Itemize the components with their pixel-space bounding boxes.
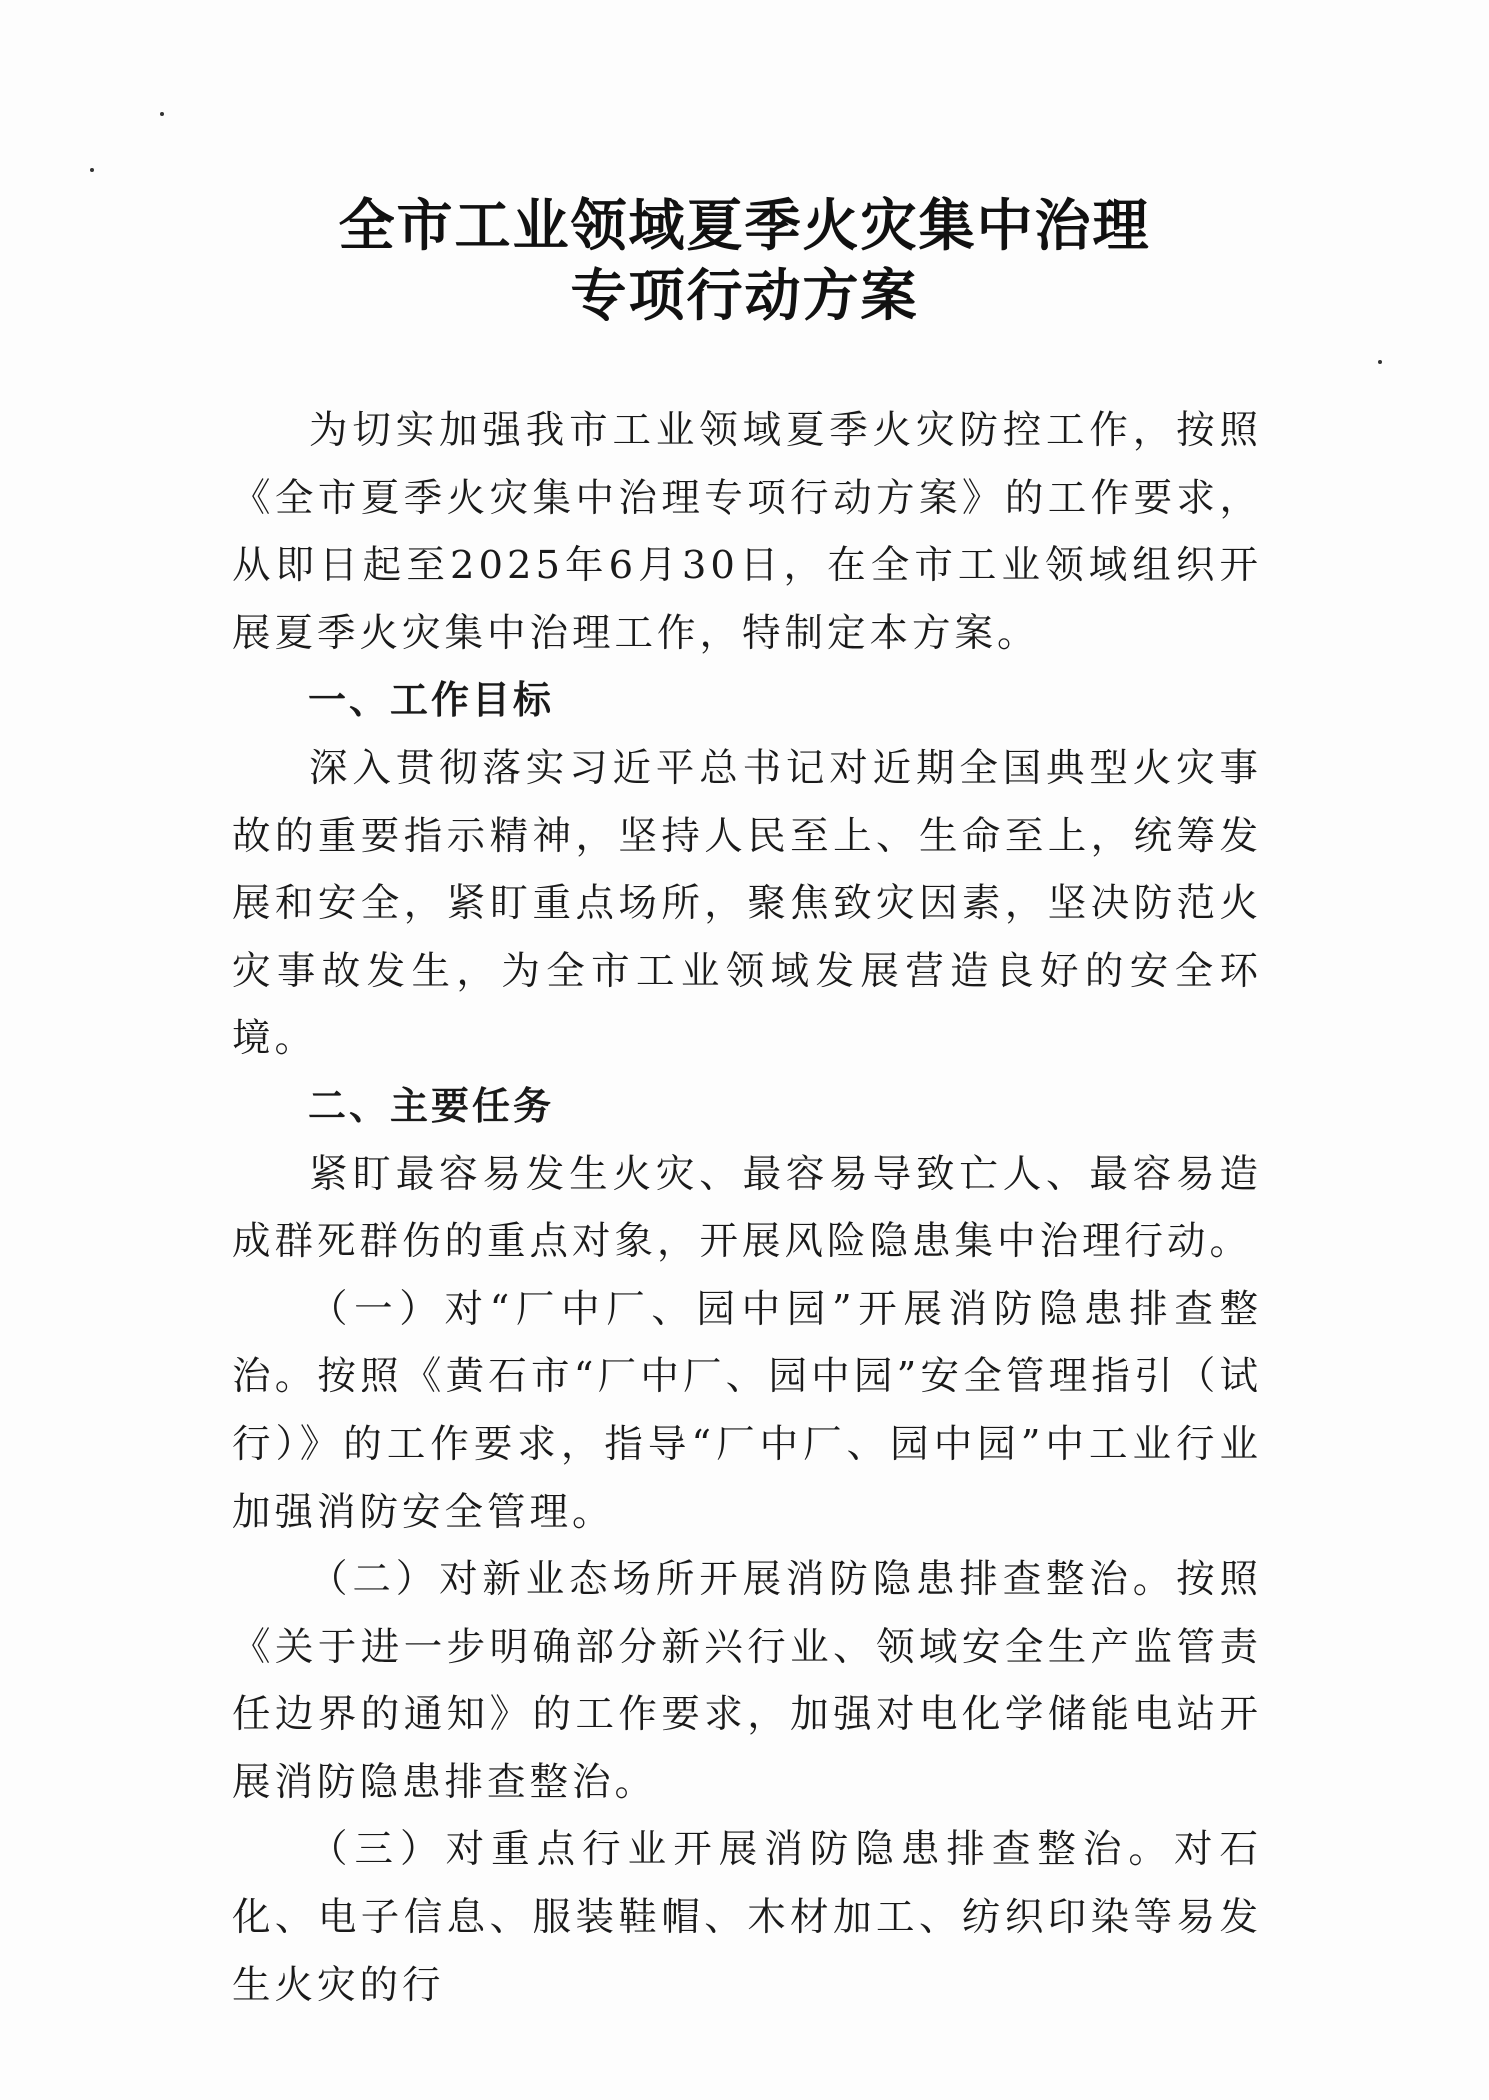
section-1-heading: 一、工作目标	[308, 678, 555, 723]
task-item-1: （一）对“厂中厂、园中园”开展消防隐患排查整治。按照《黄石市“厂中厂、园中园”安全管理指引（试行）》的工作要求，指导“厂中厂、园中园”中工业行业加强消防安全管理。	[232, 1286, 1262, 1535]
intro-paragraph: 为切实加强我市工业领域夏季火灾防控工作，按照《全市夏季火灾集中治理专项行动方案》的工作要求，从即日起至2025年6月30日，在全市工业领域组织开展夏季火灾集中治理工作，特制定本方案。	[232, 408, 1262, 656]
document-body	[232, 397, 1262, 2019]
scan-speck	[90, 168, 94, 172]
task-item-3: （三）对重点行业开展消防隐患排查整治。对石化、电子信息、服装鞋帽、木材加工、纺织印染等易发生火灾的行	[232, 1827, 1262, 2008]
section-2-heading: 二、主要任务	[308, 1083, 555, 1128]
scan-speck	[1378, 360, 1382, 364]
section-1-paragraph: 深入贯彻落实习近平总书记对近期全国典型火灾事故的重要指示精神，坚持人民至上、生命至上，统筹发展和安全，紧盯重点场所，聚焦致灾因素，坚决防范火灾事故发生，为全市工业领域发展营造良好的安全环境。	[232, 745, 1262, 1062]
section-2-paragraph: 紧盯最容易发生火灾、最容易导致亡人、最容易造成群死群伤的重点对象，开展风险隐患集中治理行动。	[232, 1151, 1262, 1265]
task-item-2: （二）对新业态场所开展消防隐患排查整治。按照《关于进一步明确部分新兴行业、领域安全生产监管责任边界的通知》的工作要求，加强对电化学储能电站开展消防隐患排查整治。	[232, 1557, 1262, 1805]
document-title-line-2: 专项行动方案	[570, 264, 919, 329]
scan-speck	[160, 112, 164, 116]
document-title-line-1: 全市工业领域夏季火灾集中治理	[338, 194, 1151, 259]
